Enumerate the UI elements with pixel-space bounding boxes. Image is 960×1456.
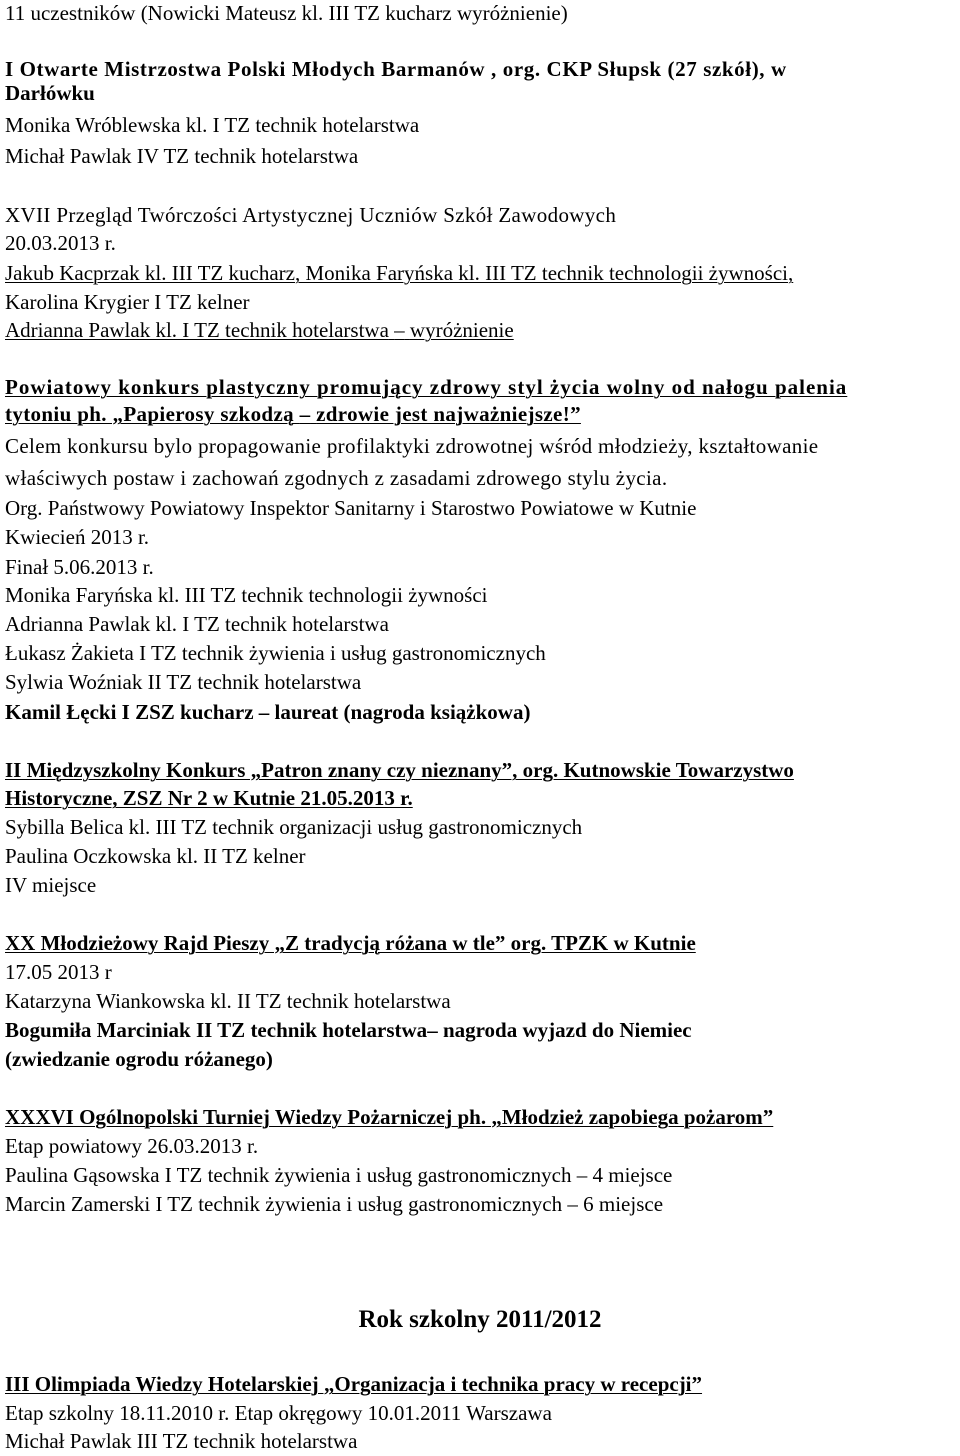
event-date: 17.05 2013 r (5, 960, 112, 984)
event-date: 20.03.2013 r. (5, 231, 116, 255)
event-heading: II Międzyszkolny Konkurs „Patron znany czy nieznany”, org. Kutnowskie Towarzystwo (5, 758, 794, 782)
event-heading: XXXVI Ogólnopolski Turniej Wiedzy Pożarniczej ph. „Młodzież zapobiega pożarom” (5, 1105, 774, 1129)
participant-line: Michał Pawlak IV TZ technik hotelarstwa (5, 144, 359, 168)
participant-name: Paulina Gąsowska I TZ technik żywienia i usług gastronomicznych (5, 1163, 572, 1187)
event-heading: XVII Przegląd Twórczości Artystycznej Uczniów Szkół Zawodowych (5, 203, 617, 227)
event-date: Etap powiatowy 26.03.2013 r. (5, 1134, 259, 1158)
event-motto: tytoniu ph. „Papierosy szkodzą (5, 402, 294, 426)
participant-line: Łukasz Żakieta I TZ technik żywienia i usług gastronomicznych (5, 641, 546, 665)
event-heading: XX Młodzieżowy Rajd Pieszy „Z tradycją różana w tle” org. TPZK w Kutnie (5, 931, 696, 955)
dash: – (427, 1018, 438, 1042)
event-heading: I Otwarte Mistrzostwa Polski Młodych Barmanów , org. CKP Słupsk (27 szkół), w (5, 57, 787, 81)
final-date: Finał 5.06.2013 r. (5, 555, 154, 579)
participant-line: Monika Wróblewska kl. I TZ technik hotelarstwa (5, 113, 420, 137)
event-date: Kwiecień 2013 r. (5, 525, 150, 549)
dash: – (258, 700, 270, 724)
result-line: IV miejsce (5, 873, 97, 897)
event-heading: Powiatowy konkurs plastyczny promujący zdrowy styl życia wolny od nałogu palenia (5, 375, 848, 399)
dash: – (394, 318, 405, 342)
award-line-cont: (zwiedzanie ogrodu różanego) (5, 1047, 273, 1071)
participant-result: 6 miejsce (583, 1192, 664, 1216)
dash: – (567, 1192, 578, 1216)
event-date: Etap szkolny 18.11.2010 r. Etap okręgowy 10.01.2011 Warszawa (5, 1401, 552, 1425)
participant-line: Katarzyna Wiankowska kl. II TZ technik hotelarstwa (5, 989, 451, 1013)
event-heading-cont: Darłówku (5, 81, 95, 105)
event-heading: III Olimpiada Wiedzy Hotelarskiej „Organizacja i technika pracy w recepcji” (5, 1372, 703, 1396)
award-result: laureat (nagroda książkowa) (274, 700, 531, 724)
participant-result: 4 miejsce (592, 1163, 673, 1187)
description-line: właściwych postaw i zachowań zgodnych z zasadami zdrowego stylu życia. (5, 466, 668, 490)
participant-line: Karolina Krygier I TZ kelner (5, 290, 250, 314)
award-line (5, 316, 514, 345)
text-line: 11 uczestników (Nowicki Mateusz kl. III TZ kucharz wyróżnienie) (5, 1, 568, 25)
award-result: nagroda wyjazd do Niemiec (442, 1018, 692, 1042)
organizer-line: Org. Państwowy Powiatowy Inspektor Sanitarny i Starostwo Powiatowe w Kutnie (5, 496, 697, 520)
participant-line (5, 1161, 672, 1190)
event-heading-cont: Historyczne, ZSZ Nr 2 w Kutnie 21.05.2013 r. (5, 786, 413, 810)
section-title: Rok szkolny 2011/2012 (358, 1306, 602, 1333)
dash: – (576, 1163, 588, 1187)
participant-line: Paulina Oczkowska kl. II TZ kelner (5, 844, 306, 868)
participant-line: Jakub Kacprzak kl. III TZ kucharz, Monika Faryńska kl. III TZ technik technologii żywności, (5, 261, 794, 285)
participant-name: Marcin Zamerski I TZ technik żywienia i usług gastronomicznych (5, 1192, 563, 1216)
award-line (5, 1016, 692, 1045)
event-heading-cont (5, 400, 581, 429)
participant-line: Sylwia Woźniak II TZ technik hotelarstwa (5, 670, 362, 694)
participant-line (5, 1190, 663, 1219)
award-result: wyróżnienie (409, 318, 514, 342)
event-motto-end: zdrowie jest najważniejsze!” (316, 402, 581, 426)
participant-line: Sybilla Belica kl. III TZ technik organizacji usług gastronomicznych (5, 815, 583, 839)
award-line (5, 698, 530, 727)
award-name: Adrianna Pawlak kl. I TZ technik hotelarstwa (5, 318, 389, 342)
participant-line: Michał Pawlak III TZ technik hotelarstwa (5, 1429, 358, 1453)
award-name: Kamil Łęcki I ZSZ kucharz (5, 700, 254, 724)
award-name: Bogumiła Marciniak II TZ technik hotelarstwa (5, 1018, 428, 1042)
description-line: Celem konkursu bylo propagowanie profilaktyki zdrowotnej wśród młodzieży, kształtowanie (5, 434, 819, 458)
participant-line: Adrianna Pawlak kl. I TZ technik hotelarstwa (5, 612, 389, 636)
dash: – (299, 402, 311, 426)
participant-line: Monika Faryńska kl. III TZ technik technologii żywności (5, 583, 488, 607)
